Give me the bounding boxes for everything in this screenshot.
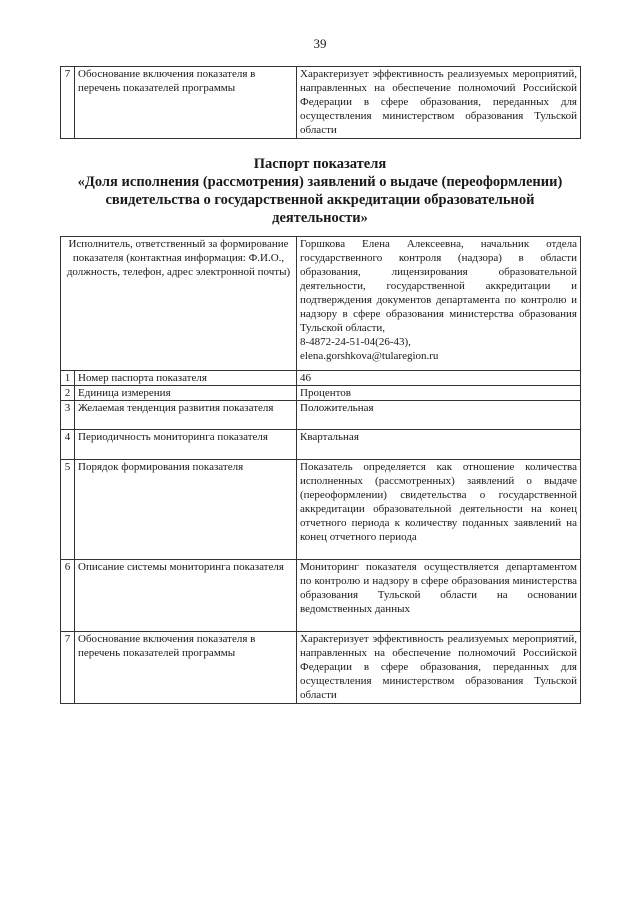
row-label: Обоснование включения показателя в перечень показателей программы (75, 67, 297, 139)
table-row (61, 401, 581, 430)
continuation-table (60, 66, 581, 139)
row-number: 7 (61, 67, 75, 139)
executor-row (61, 237, 581, 371)
row-label: Периодичность мониторинга показателя (75, 430, 297, 460)
heading-title: Паспорт показателя (253, 156, 387, 172)
row-value: Мониторинг показателя осуществляется департаментом по контролю и надзору в сфере образования министерства образования Тульской области на основании ведомственных данных (297, 560, 581, 632)
table-row (61, 386, 581, 401)
row-label: Описание системы мониторинга показателя (75, 560, 297, 632)
executor-value (297, 237, 581, 371)
row-label: Номер паспорта показателя (75, 371, 297, 386)
table-row (61, 430, 581, 460)
table-row (61, 560, 581, 632)
page-number: 39 (313, 36, 327, 51)
heading-subtitle-line-2: свидетельства о государственной аккредитации образовательной (105, 192, 535, 208)
table-row (61, 67, 581, 139)
row-value: Показатель определяется как отношение количества исполненных (рассмотренных) заявлений о выдаче (переоформлении) свидетельства о государственной аккредитации образовательной деятельности на конец отчетного периода к количеству поданных заявлений на конец отчетного периода (297, 460, 581, 560)
table-row (61, 460, 581, 560)
heading-subtitle-line-3: деятельности» (272, 210, 368, 226)
row-label: Единица измерения (75, 386, 297, 401)
row-value: Квартальная (297, 430, 581, 460)
row-number: 1 (61, 371, 75, 386)
row-number: 6 (61, 560, 75, 632)
table-row (61, 632, 581, 704)
row-number: 4 (61, 430, 75, 460)
row-label: Порядок формирования показателя (75, 460, 297, 560)
row-value: Характеризует эффективность реализуемых мероприятий, направленных на обеспечение полномочий Российской Федерации в сфере образования, переданных для осуществления министерством образования Тульской области (297, 632, 581, 704)
row-number: 7 (61, 632, 75, 704)
row-number: 5 (61, 460, 75, 560)
executor-phone: 8-4872-24-51-04(26-43), (300, 336, 411, 348)
row-label: Обоснование включения показателя в перечень показателей программы (75, 632, 297, 704)
row-label: Желаемая тенденция развития показателя (75, 401, 297, 430)
executor-label: Исполнитель, ответственный за формирование показателя (контактная информация: Ф.И.О., должность, телефон, адрес электронной почты) (61, 237, 297, 371)
row-value: Характеризует эффективность реализуемых мероприятий, направленных на обеспечение полномочий Российской Федерации в сфере образования, переданных для осуществления министерством образования Тульской области (297, 67, 581, 139)
row-number: 2 (61, 386, 75, 401)
table-row (61, 371, 581, 386)
passport-heading (60, 155, 580, 227)
passport-table (60, 236, 581, 704)
row-number: 3 (61, 401, 75, 430)
executor-email: elena.gorshkova@tularegion.ru (300, 350, 439, 362)
row-value: Процентов (297, 386, 581, 401)
row-value: 46 (297, 371, 581, 386)
row-value: Положительная (297, 401, 581, 430)
executor-name: Горшкова Елена Алексеевна, начальник отдела государственного контроля (надзора) в области образования, лицензирования образовательной деятельности, государственной аккредитации и подтверждения документов департамента по контролю и надзору в сфере образования министерства образования Тульской области, (300, 238, 577, 334)
heading-subtitle-line-1: «Доля исполнения (рассмотрения) заявлений о выдаче (переоформлении) (77, 174, 563, 190)
